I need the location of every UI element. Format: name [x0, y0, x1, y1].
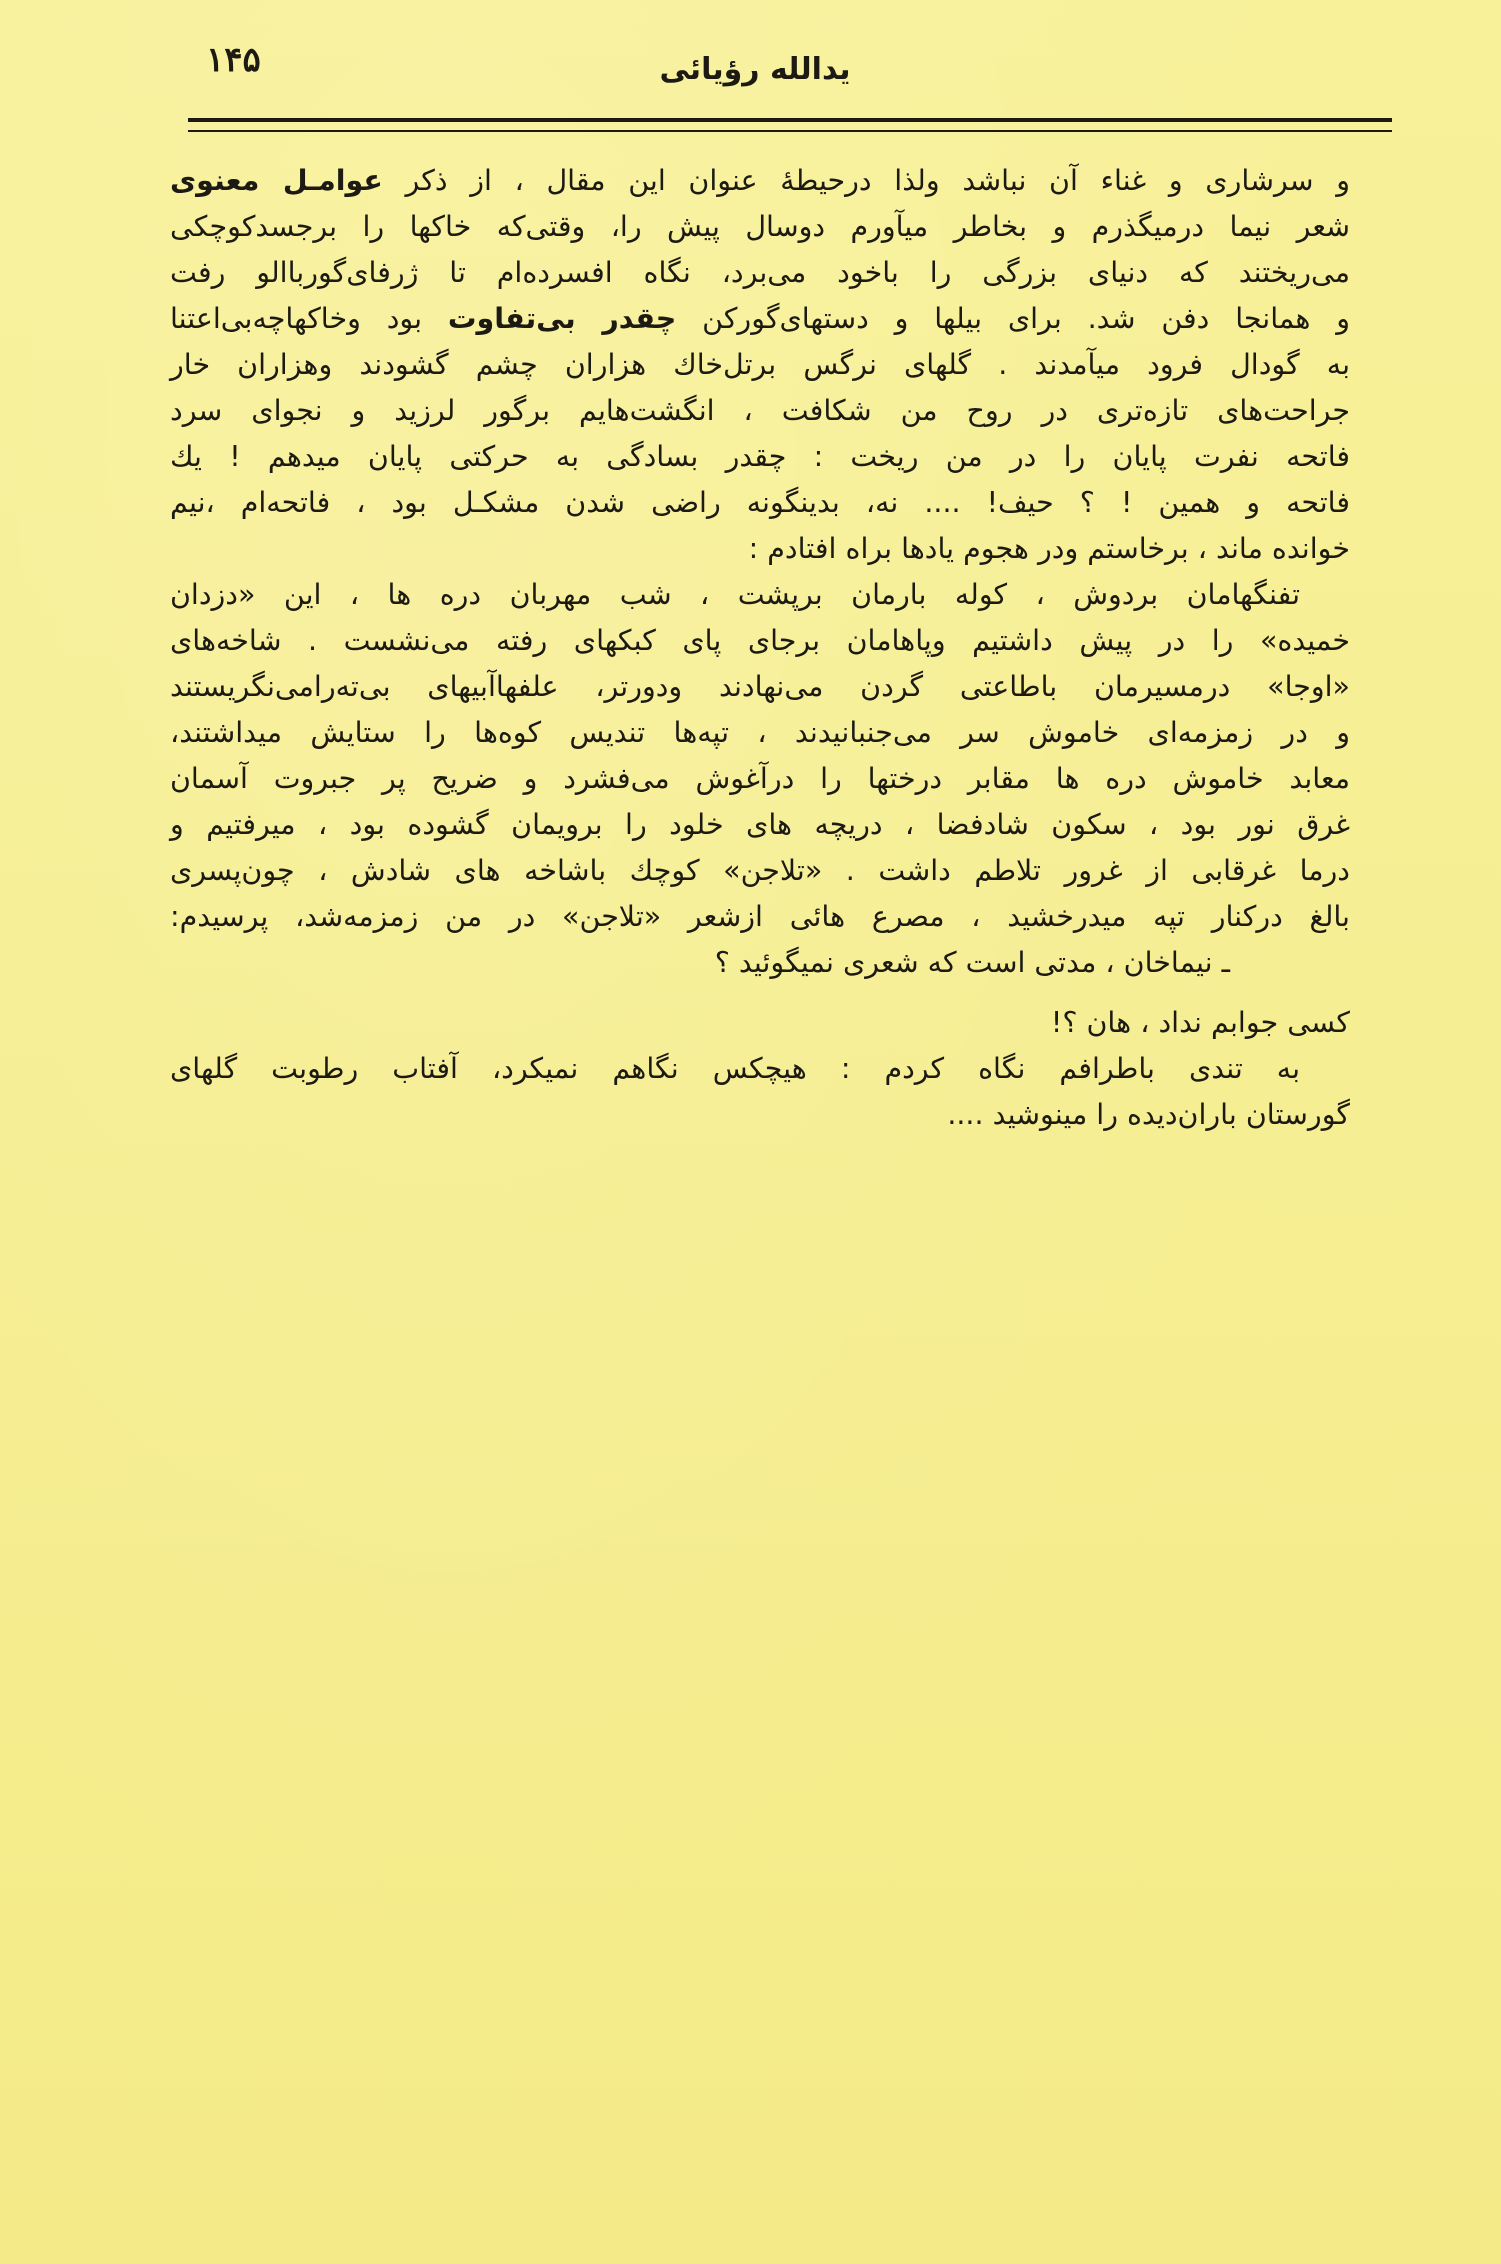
header-rule-thick: [188, 118, 1392, 122]
text-line: شعر نیما درمیگذرم و بخاطر میآورم دوسال پیش را، وقتی‌که خاکها را برجسدکوچکی: [170, 210, 1350, 243]
text-line: می‌ریختند که دنیای بزرگی را باخود می‌برد، نگاه افسرده‌ام تا ژرفای‌گورباالو رفت: [170, 256, 1350, 289]
text-line: جراحت‌های تازه‌تری در روح من شکافت ، انگشت‌هایم برگور لرزید و نجوای سرد: [170, 394, 1350, 427]
text-line: بالغ درکنار تپه میدرخشید ، مصرع هائی ازشعر «تلاجن» در من زمزمه‌شد، پرسیدم:: [170, 900, 1350, 933]
text-line: معابد خاموش دره ها مقابر درختها را درآغوش می‌فشرد و ضریح پر جبروت آسمان: [170, 762, 1350, 795]
text-line: «اوجا» درمسیرمان باطاعتی گردن می‌نهادند ودورتر، علفهاآبیهای بی‌ته‌رامی‌نگریستند: [170, 670, 1350, 703]
text-line: و در زمزمه‌ای خاموش سر می‌جنبانیدند ، تپه‌ها تندیس کوه‌ها را ستایش میداشتند،: [170, 716, 1350, 749]
text-run: و سرشاری و غناء آن نباشد ولذا درحیطهٔ عنوان این مقال ، از ذکر: [382, 164, 1350, 197]
text-line: کسی جوابم نداد ، هان ؟!: [1050, 1006, 1350, 1039]
text-line: فاتحه و همین ! ؟ حیف! .... نه، بدینگونه راضی شدن مشکـل بود ، فاتحه‌ام ،نیم: [170, 486, 1350, 519]
text-line: خوانده ماند ، برخاستم ودر هجوم یادها براه افتادم :: [748, 532, 1350, 565]
text-line: به گودال فرود میآمدند . گلهای نرگس برتل‌خاك هزاران چشم گشودند وهزاران خار: [170, 348, 1350, 381]
page-header: [190, 40, 1390, 100]
text-line: به تندی باطرافم نگاه کردم : هیچکس نگاهم نمیکرد، آفتاب رطوبت گلهای: [170, 1052, 1300, 1085]
text-line: خمیده» را در پیش داشتیم وپاهامان برجای پای کبکهای رفته می‌نشست . شاخه‌های: [170, 624, 1350, 657]
text-line: درما غرقابی از غرور تلاطم داشت . «تلاجن» کوچك باشاخه های شادش ، چون‌پسری: [170, 854, 1350, 887]
running-head: یدالله رؤیائی: [659, 52, 851, 87]
bold-phrase: عوامـل معنوی: [170, 164, 383, 197]
text-line: تفنگهامان بردوش ، کوله بارمان برپشت ، شب مهربان دره ها ، این «دزدان: [170, 578, 1300, 611]
bold-phrase: چقدر بی‌تفاوت: [447, 302, 677, 335]
body-text: [170, 158, 1350, 1138]
text-line: غرق نور بود ، سکون شادفضا ، دریچه های خلود را برویمان گشوده بود ، میرفتیم و: [170, 808, 1350, 841]
text-run: بود وخاکهاچه‌بی‌اعتنا: [170, 302, 448, 335]
dialogue-line: ـ نیماخان ، مدتی است که شعری نمیگوئید ؟: [714, 946, 1230, 979]
header-rule-thin: [188, 130, 1392, 132]
text-line: [170, 158, 1350, 204]
text-line: فاتحه نفرت پایان را در من ریخت : چقدر بسادگی به حرکتی پایان میدهم ! یك: [170, 440, 1350, 473]
text-line: [170, 296, 1350, 342]
text-run: و همانجا دفن شد. برای بیلها و دستهای‌گورکن: [676, 302, 1350, 335]
text-line: گورستان باران‌دیده را مینوشید ....: [947, 1098, 1350, 1131]
page-number: ۱۴۵: [206, 40, 261, 80]
